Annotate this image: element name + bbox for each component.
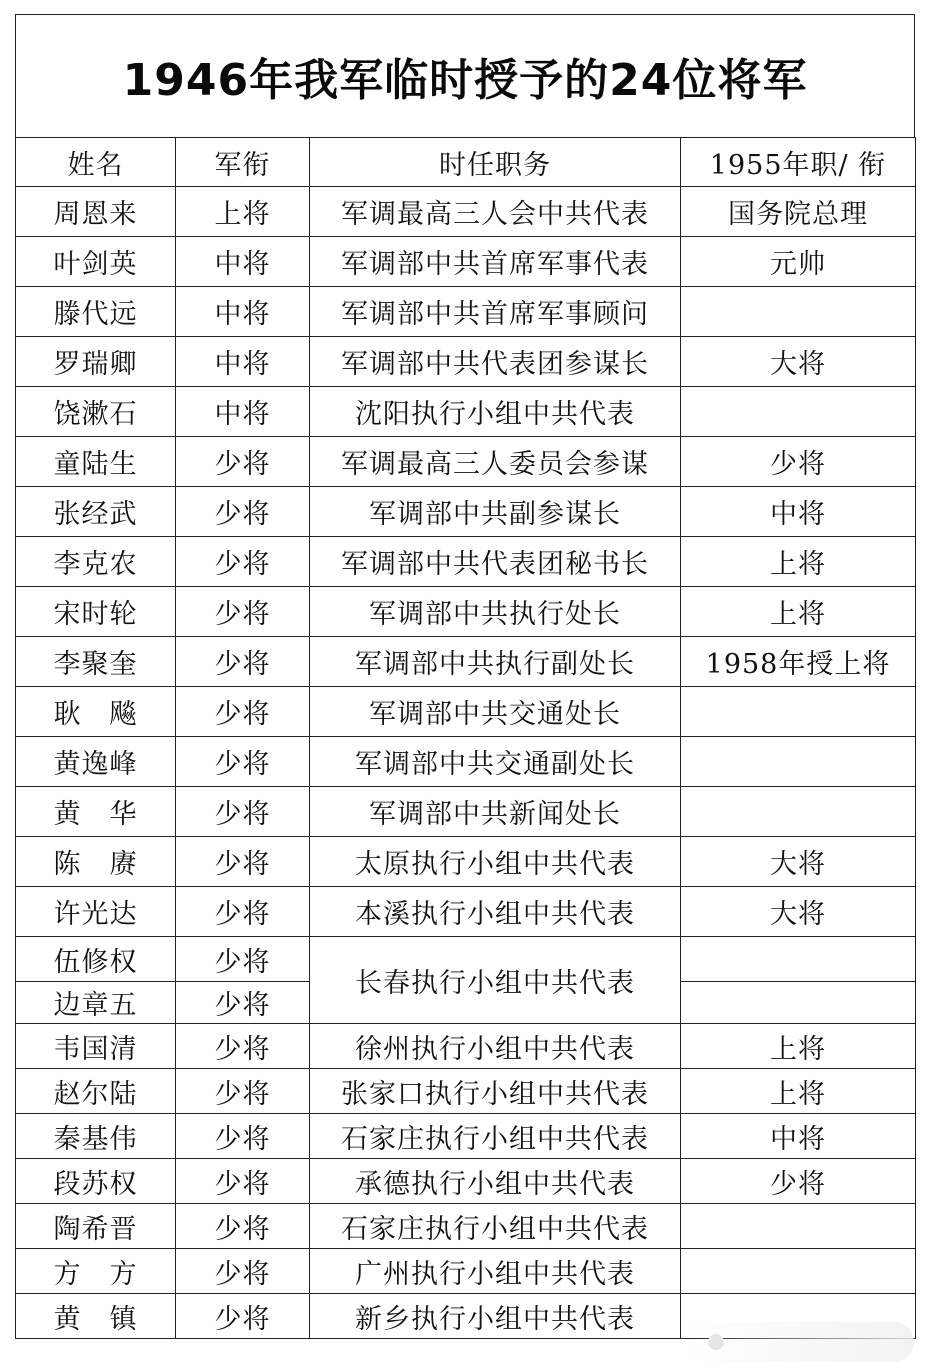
cell-name: 许光达 (16, 887, 176, 937)
cell-post: 军调部中共执行副处长 (310, 637, 681, 687)
table-row (16, 1024, 916, 1069)
table-row (16, 587, 916, 637)
cell-post: 本溪执行小组中共代表 (310, 887, 681, 937)
cell-post: 沈阳执行小组中共代表 (310, 387, 681, 437)
cell-rank: 少将 (176, 887, 310, 937)
table-row (16, 1114, 916, 1159)
generals-table (15, 137, 916, 1339)
cell-name: 方 方 (16, 1249, 176, 1294)
cell-rank: 少将 (176, 837, 310, 887)
document-title: 1946年我军临时授予的24位将军 (122, 55, 808, 106)
table-row (16, 787, 916, 837)
table-row (16, 187, 916, 237)
title-box (15, 14, 915, 137)
cell-name: 黄 镇 (16, 1294, 176, 1339)
cell-post: 承德执行小组中共代表 (310, 1159, 681, 1204)
cell-rank: 少将 (176, 982, 310, 1024)
table-row (16, 487, 916, 537)
cell-name: 李克农 (16, 537, 176, 587)
cell-later: 上将 (681, 1024, 916, 1069)
table-header-row (16, 138, 916, 187)
cell-rank: 少将 (176, 1249, 310, 1294)
cell-rank: 上将 (176, 187, 310, 237)
header-post: 时任职务 (310, 138, 681, 187)
cell-rank: 少将 (176, 1114, 310, 1159)
cell-post: 太原执行小组中共代表 (310, 837, 681, 887)
cell-rank: 少将 (176, 737, 310, 787)
cell-post: 军调部中共首席军事代表 (310, 237, 681, 287)
cell-rank: 少将 (176, 1069, 310, 1114)
cell-rank: 中将 (176, 337, 310, 387)
table-row (16, 1069, 916, 1114)
cell-later: 元帅 (681, 237, 916, 287)
cell-rank: 少将 (176, 437, 310, 487)
generals-document (15, 14, 915, 1339)
table-row (16, 1249, 916, 1294)
cell-later: 少将 (681, 437, 916, 487)
cell-later (681, 387, 916, 437)
cell-name: 罗瑞卿 (16, 337, 176, 387)
table-row (16, 637, 916, 687)
cell-later: 上将 (681, 1069, 916, 1114)
cell-post-merged: 长春执行小组中共代表 (310, 937, 681, 1024)
cell-name: 边章五 (16, 982, 176, 1024)
table-row (16, 387, 916, 437)
cell-name: 陈 赓 (16, 837, 176, 887)
cell-later: 中将 (681, 1114, 916, 1159)
cell-post: 军调部中共新闻处长 (310, 787, 681, 837)
cell-name: 滕代远 (16, 287, 176, 337)
cell-name: 耿 飚 (16, 687, 176, 737)
cell-rank: 中将 (176, 237, 310, 287)
cell-rank: 少将 (176, 637, 310, 687)
cell-name: 韦国清 (16, 1024, 176, 1069)
cell-name: 陶希晋 (16, 1204, 176, 1249)
table-row (16, 1159, 916, 1204)
table-row (16, 937, 916, 982)
cell-later: 1958年授上将 (681, 637, 916, 687)
cell-name: 黄 华 (16, 787, 176, 837)
cell-post: 军调部中共交通处长 (310, 687, 681, 737)
cell-post: 军调部中共执行处长 (310, 587, 681, 637)
cell-later: 中将 (681, 487, 916, 537)
cell-rank: 中将 (176, 287, 310, 337)
cell-later: 大将 (681, 337, 916, 387)
cell-later: 少将 (681, 1159, 916, 1204)
cell-name: 伍修权 (16, 937, 176, 982)
cell-post: 军调部中共首席军事顾问 (310, 287, 681, 337)
cell-later (681, 287, 916, 337)
table-row (16, 237, 916, 287)
cell-name: 周恩来 (16, 187, 176, 237)
table-row (16, 287, 916, 337)
cell-rank: 少将 (176, 937, 310, 982)
cell-name: 张经武 (16, 487, 176, 537)
cell-later: 上将 (681, 587, 916, 637)
cell-post: 张家口执行小组中共代表 (310, 1069, 681, 1114)
cell-post: 广州执行小组中共代表 (310, 1249, 681, 1294)
cell-name: 李聚奎 (16, 637, 176, 687)
cell-name: 秦基伟 (16, 1114, 176, 1159)
cell-post: 军调部中共副参谋长 (310, 487, 681, 537)
table-row (16, 887, 916, 937)
cell-name: 宋时轮 (16, 587, 176, 637)
cell-rank: 少将 (176, 537, 310, 587)
table-row (16, 837, 916, 887)
header-name: 姓名 (16, 138, 176, 187)
cell-name: 段苏权 (16, 1159, 176, 1204)
table-row (16, 1204, 916, 1249)
table-row (16, 537, 916, 587)
table-row (16, 737, 916, 787)
cell-rank: 少将 (176, 687, 310, 737)
cell-post: 军调部中共代表团参谋长 (310, 337, 681, 387)
cell-rank: 少将 (176, 587, 310, 637)
cell-rank: 少将 (176, 1204, 310, 1249)
cell-name: 童陆生 (16, 437, 176, 487)
cell-later (681, 1204, 916, 1249)
cell-later: 上将 (681, 537, 916, 587)
cell-later: 大将 (681, 887, 916, 937)
cell-later (681, 982, 916, 1024)
cell-rank: 少将 (176, 1159, 310, 1204)
cell-rank: 少将 (176, 1024, 310, 1069)
watermark-icon (708, 1334, 724, 1350)
header-later: 1955年职/ 衔 (681, 138, 916, 187)
cell-name: 黄逸峰 (16, 737, 176, 787)
cell-rank: 少将 (176, 1294, 310, 1339)
table-row (16, 687, 916, 737)
cell-rank: 少将 (176, 787, 310, 837)
cell-later (681, 937, 916, 982)
cell-later (681, 737, 916, 787)
cell-name: 赵尔陆 (16, 1069, 176, 1114)
cell-post: 军调最高三人委员会参谋 (310, 437, 681, 487)
cell-rank: 少将 (176, 487, 310, 537)
table-row (16, 437, 916, 487)
cell-post: 新乡执行小组中共代表 (310, 1294, 681, 1339)
cell-later (681, 1249, 916, 1294)
cell-later (681, 787, 916, 837)
cell-post: 军调部中共代表团秘书长 (310, 537, 681, 587)
cell-name: 叶剑英 (16, 237, 176, 287)
cell-rank: 中将 (176, 387, 310, 437)
cell-later: 大将 (681, 837, 916, 887)
cell-post: 徐州执行小组中共代表 (310, 1024, 681, 1069)
cell-name: 饶漱石 (16, 387, 176, 437)
cell-post: 军调最高三人会中共代表 (310, 187, 681, 237)
cell-post: 石家庄执行小组中共代表 (310, 1114, 681, 1159)
header-rank: 军衔 (176, 138, 310, 187)
cell-post: 军调部中共交通副处长 (310, 737, 681, 787)
cell-post: 石家庄执行小组中共代表 (310, 1204, 681, 1249)
table-body (16, 138, 916, 1339)
cell-later: 国务院总理 (681, 187, 916, 237)
cell-later (681, 687, 916, 737)
table-row (16, 337, 916, 387)
watermark-blur (684, 1322, 914, 1362)
